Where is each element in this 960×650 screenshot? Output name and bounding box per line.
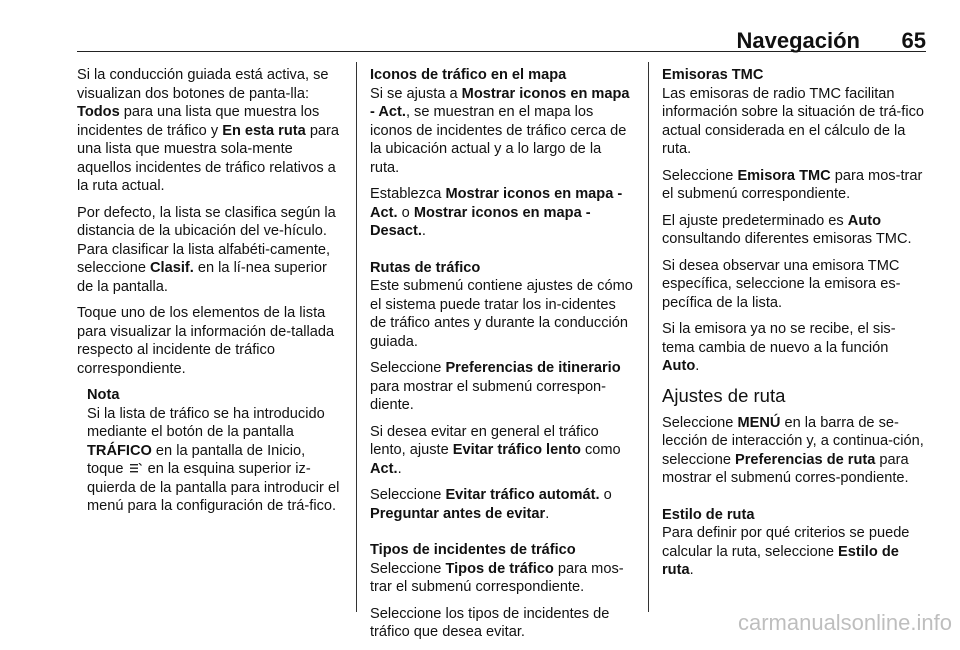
column-2 bbox=[370, 66, 634, 650]
paragraph: Si desea evitar en general el tráfico lento, ajuste Evitar tráfico lento como Act.. bbox=[370, 423, 621, 477]
paragraph: Si desea observar una emisora TMC específica, seleccione la emisora es-pecífica de la lista. bbox=[662, 257, 901, 311]
paragraph: Si se ajusta a Mostrar iconos en mapa - Act., se muestran en el mapa los iconos de incidentes de tráfico cerca de la ubicación actual y a lo largo de la ruta. bbox=[370, 85, 630, 176]
subheading: Emisoras TMC bbox=[662, 67, 764, 83]
paragraph: Por defecto, la lista se clasifica según la distancia de la ubicación del ve-hículo. Para clasificar la lista alfabéti-camente, seleccione Clasif. en la lí-nea superior de la pantalla. bbox=[77, 204, 336, 295]
paragraph: Para definir por qué criterios se puede calcular la ruta, seleccione Estilo de ruta. bbox=[662, 525, 910, 578]
section-title: Navegación bbox=[736, 28, 860, 53]
paragraph: Toque uno de los elementos de la lista para visualizar la información de-tallada respecto al incidente de tráfico correspondiente. bbox=[77, 305, 335, 377]
paragraph: Este submenú contiene ajustes de cómo el sistema puede tratar los in-cidentes de tráfico antes y durante la conducción guiada. bbox=[370, 278, 633, 350]
column-divider bbox=[356, 62, 357, 612]
paragraph: Si la emisora ya no se recibe, el sis-tema cambia de nuevo a la función Auto. bbox=[662, 321, 896, 374]
section-heading: Ajustes de ruta bbox=[662, 384, 786, 406]
subheading: Iconos de tráfico en el mapa bbox=[370, 67, 567, 83]
subheading: Estilo de ruta bbox=[662, 506, 755, 523]
note-title: Nota bbox=[87, 387, 120, 403]
menu-settings-icon bbox=[130, 463, 142, 474]
note-box bbox=[77, 386, 345, 516]
subheading: Tipos de incidentes de tráfico bbox=[370, 542, 576, 558]
paragraph: Seleccione Evitar tráfico automát. o Preguntar antes de evitar. bbox=[370, 487, 612, 522]
paragraph: Las emisoras de radio TMC facilitan información sobre la situación de trá-fico actual considerada en el cálculo de la ruta. bbox=[662, 85, 925, 157]
paragraph: Seleccione los tipos de incidentes de tráfico que desea evitar. bbox=[370, 605, 610, 640]
paragraph: El ajuste predeterminado es Auto consultando diferentes emisoras TMC. bbox=[662, 212, 912, 247]
page-number: 65 bbox=[901, 28, 926, 53]
column-1 bbox=[77, 66, 345, 516]
note-text: Si la lista de tráfico se ha introducido mediante el botón de la pantalla TRÁFICO en la pantalla de Inicio, toque en la esquina superior iz-quierda de la pantalla para introducir el menú para la configuración de trá-fico. bbox=[87, 405, 340, 514]
column-3 bbox=[662, 66, 928, 588]
paragraph: Seleccione Emisora TMC para mos-trar el submenú correspondiente. bbox=[662, 167, 923, 202]
paragraph: Seleccione Tipos de tráfico para mos-trar el submenú correspondiente. bbox=[370, 560, 624, 595]
column-divider bbox=[648, 62, 649, 612]
paragraph: Seleccione Preferencias de itinerario para mostrar el submenú correspon-diente. bbox=[370, 360, 621, 413]
paragraph: Si la conducción guiada está activa, se visualizan dos botones de panta-lla: Todos para una lista que muestra los incidentes de tráfico y En esta ruta para una lista que muestra sola-mente aquellos incidentes de tráfico relativos a la ruta actual. bbox=[77, 67, 340, 194]
paragraph: Establezca Mostrar iconos en mapa - Act. o Mostrar iconos en mapa - Desact.. bbox=[370, 186, 623, 239]
subheading: Rutas de tráfico bbox=[370, 259, 481, 276]
paragraph: Seleccione MENÚ en la barra de se-lección de interacción y, a continua-ción, seleccione Preferencias de ruta para mostrar el submenú corres-pondiente. bbox=[662, 414, 924, 486]
page-header bbox=[77, 28, 926, 52]
watermark: carmanualsonline.info bbox=[737, 610, 952, 635]
